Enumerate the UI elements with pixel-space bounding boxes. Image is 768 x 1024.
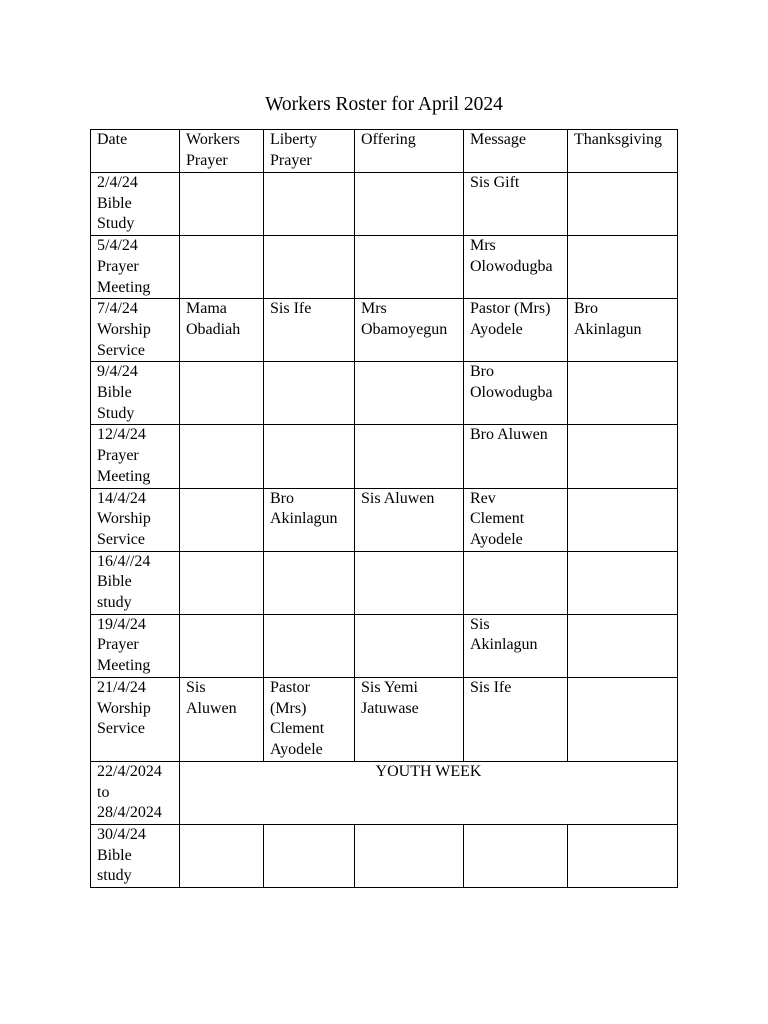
- cell-text-line: Ayodele: [270, 740, 323, 758]
- cell-offering: [355, 299, 464, 362]
- column-header-liberty-prayer: [264, 130, 355, 173]
- cell-workers-prayer: [180, 299, 264, 362]
- cell-text-line: Service: [97, 530, 145, 548]
- cell-offering: [355, 551, 464, 614]
- cell-message: [464, 173, 568, 236]
- cell-date: [91, 173, 180, 236]
- cell-liberty-prayer: [264, 677, 355, 761]
- cell-text-line: Message: [470, 131, 526, 148]
- cell-thanksgiving: [568, 236, 678, 299]
- cell-workers-prayer: [180, 677, 264, 761]
- cell-text-line: 7/4/24: [97, 300, 138, 318]
- cell-thanksgiving: [568, 362, 678, 425]
- cell-text-line: Meeting: [97, 278, 151, 296]
- cell-text-line: to: [97, 783, 110, 801]
- cell-workers-prayer: [180, 488, 264, 551]
- cell-offering: [355, 824, 464, 887]
- cell-text-line: (Mrs): [270, 699, 307, 717]
- cell-workers-prayer: [180, 824, 264, 887]
- cell-text-line: Mrs: [361, 300, 387, 318]
- cell-text-line: Meeting: [97, 467, 151, 485]
- cell-offering: [355, 614, 464, 677]
- cell-text-line: 19/4/24: [97, 615, 146, 633]
- cell-thanksgiving: [568, 488, 678, 551]
- cell-text-line: Bible: [97, 846, 132, 864]
- cell-workers-prayer: [180, 236, 264, 299]
- cell-liberty-prayer: [264, 362, 355, 425]
- cell-liberty-prayer: [264, 488, 355, 551]
- column-header-date: [91, 130, 180, 173]
- column-header-workers-prayer: [180, 130, 264, 173]
- cell-text-line: Bible: [97, 194, 132, 212]
- cell-text-line: Liberty: [270, 131, 318, 148]
- cell-text-line: Akinlagun: [470, 636, 538, 654]
- cell-liberty-prayer: [264, 614, 355, 677]
- cell-date: [91, 761, 180, 824]
- cell-text-line: study: [97, 867, 132, 885]
- cell-date: [91, 425, 180, 488]
- cell-date: [91, 362, 180, 425]
- cell-message: [464, 425, 568, 488]
- cell-text-line: Bro: [470, 363, 494, 381]
- cell-message: [464, 824, 568, 887]
- cell-text-line: Clement: [470, 510, 525, 528]
- cell-text-line: Prayer: [97, 636, 139, 654]
- cell-text-line: Worship: [97, 510, 151, 528]
- cell-merged-note: YOUTH WEEK: [180, 761, 678, 824]
- cell-message: [464, 677, 568, 761]
- cell-thanksgiving: [568, 614, 678, 677]
- table-row: [91, 677, 678, 761]
- cell-text-line: Clement: [270, 720, 325, 738]
- cell-text-line: Ayodele: [470, 530, 523, 548]
- cell-text-line: Akinlagun: [270, 510, 338, 528]
- table-row: [91, 488, 678, 551]
- cell-workers-prayer: [180, 425, 264, 488]
- cell-text-line: Aluwen: [186, 699, 237, 717]
- cell-text-line: Olowodugba: [470, 384, 553, 402]
- cell-text-line: Service: [97, 720, 145, 738]
- cell-text-line: Worship: [97, 699, 151, 717]
- cell-text-line: Bro Aluwen: [470, 426, 548, 444]
- cell-message: [464, 614, 568, 677]
- cell-text-line: Workers: [186, 131, 240, 148]
- cell-text-line: 22/4/2024: [97, 762, 162, 780]
- table-row: [91, 425, 678, 488]
- table-row: [91, 362, 678, 425]
- table-row: [91, 551, 678, 614]
- cell-text-line: 12/4/24: [97, 426, 146, 444]
- cell-thanksgiving: [568, 299, 678, 362]
- cell-liberty-prayer: [264, 299, 355, 362]
- cell-thanksgiving: [568, 173, 678, 236]
- cell-text-line: Study: [97, 215, 135, 233]
- cell-text-line: Prayer: [270, 151, 312, 169]
- cell-offering: [355, 173, 464, 236]
- cell-offering: [355, 488, 464, 551]
- cell-text-line: Obadiah: [186, 320, 241, 338]
- cell-text-line: study: [97, 594, 132, 612]
- cell-text-line: Jatuwase: [361, 699, 419, 717]
- cell-thanksgiving: [568, 551, 678, 614]
- cell-text-line: Bible: [97, 573, 132, 591]
- table-row: [91, 299, 678, 362]
- cell-text-line: Pastor (Mrs): [470, 300, 551, 318]
- cell-text-line: Thanksgiving: [574, 131, 662, 148]
- table-row: [91, 614, 678, 677]
- table-row: [91, 236, 678, 299]
- cell-text-line: 14/4/24: [97, 489, 146, 507]
- table-row: [91, 173, 678, 236]
- cell-text-line: Bro: [574, 300, 598, 318]
- cell-offering: [355, 362, 464, 425]
- cell-text-line: Pastor: [270, 678, 310, 696]
- cell-date: [91, 236, 180, 299]
- cell-workers-prayer: [180, 614, 264, 677]
- cell-text-line: Sis Yemi: [361, 678, 418, 696]
- cell-liberty-prayer: [264, 551, 355, 614]
- cell-date: [91, 614, 180, 677]
- table-row: [91, 824, 678, 887]
- cell-thanksgiving: [568, 425, 678, 488]
- cell-workers-prayer: [180, 173, 264, 236]
- page-title: Workers Roster for April 2024: [265, 94, 503, 115]
- column-header-thanksgiving: [568, 130, 678, 173]
- table-body: [91, 173, 678, 888]
- cell-liberty-prayer: [264, 236, 355, 299]
- cell-text-line: 21/4/24: [97, 678, 146, 696]
- cell-date: [91, 824, 180, 887]
- cell-text-line: Rev: [470, 489, 496, 507]
- cell-text-line: Offering: [361, 131, 416, 148]
- cell-text-line: Worship: [97, 320, 151, 338]
- cell-thanksgiving: [568, 824, 678, 887]
- cell-offering: [355, 236, 464, 299]
- cell-text-line: Bible: [97, 384, 132, 402]
- cell-message: [464, 488, 568, 551]
- cell-message: [464, 551, 568, 614]
- cell-liberty-prayer: [264, 824, 355, 887]
- cell-text-line: Sis Ife: [470, 678, 512, 696]
- cell-message: [464, 362, 568, 425]
- cell-date: [91, 299, 180, 362]
- cell-text-line: Bro: [270, 489, 294, 507]
- cell-date: [91, 551, 180, 614]
- cell-text-line: 30/4/24: [97, 825, 146, 843]
- cell-text-line: Prayer: [186, 151, 228, 169]
- cell-text-line: Date: [97, 131, 128, 148]
- cell-thanksgiving: [568, 677, 678, 761]
- cell-text-line: Mrs: [470, 237, 496, 255]
- cell-text-line: Sis Gift: [470, 174, 520, 191]
- cell-text-line: Ayodele: [470, 320, 523, 338]
- column-header-offering: [355, 130, 464, 173]
- cell-text-line: Obamoyegun: [361, 320, 448, 338]
- cell-text-line: 28/4/2024: [97, 804, 162, 822]
- cell-text-line: 16/4//24: [97, 552, 151, 570]
- cell-text-line: Sis Ife: [270, 300, 312, 318]
- cell-message: [464, 236, 568, 299]
- cell-text-line: Sis Aluwen: [361, 489, 435, 507]
- cell-workers-prayer: [180, 551, 264, 614]
- cell-text-line: 5/4/24: [97, 237, 138, 255]
- cell-text-line: Sis: [186, 678, 206, 696]
- column-header-message: [464, 130, 568, 173]
- cell-text-line: Prayer: [97, 447, 139, 465]
- cell-offering: [355, 677, 464, 761]
- cell-message: [464, 299, 568, 362]
- cell-text-line: Meeting: [97, 657, 151, 675]
- cell-text-line: Service: [97, 341, 145, 359]
- roster-table: [90, 129, 678, 888]
- cell-text-line: Olowodugba: [470, 257, 553, 275]
- cell-liberty-prayer: [264, 173, 355, 236]
- cell-text-line: Mama: [186, 300, 227, 318]
- cell-text-line: 9/4/24: [97, 363, 138, 381]
- cell-text-line: Study: [97, 404, 135, 422]
- cell-offering: [355, 425, 464, 488]
- cell-date: [91, 488, 180, 551]
- cell-workers-prayer: [180, 362, 264, 425]
- cell-text-line: Akinlagun: [574, 320, 642, 338]
- cell-liberty-prayer: [264, 425, 355, 488]
- cell-text-line: 2/4/24: [97, 174, 138, 191]
- cell-text-line: Prayer: [97, 257, 139, 275]
- table-header-row: [91, 130, 678, 173]
- cell-text-line: Sis: [470, 615, 490, 633]
- cell-date: [91, 677, 180, 761]
- table-row: [91, 761, 678, 824]
